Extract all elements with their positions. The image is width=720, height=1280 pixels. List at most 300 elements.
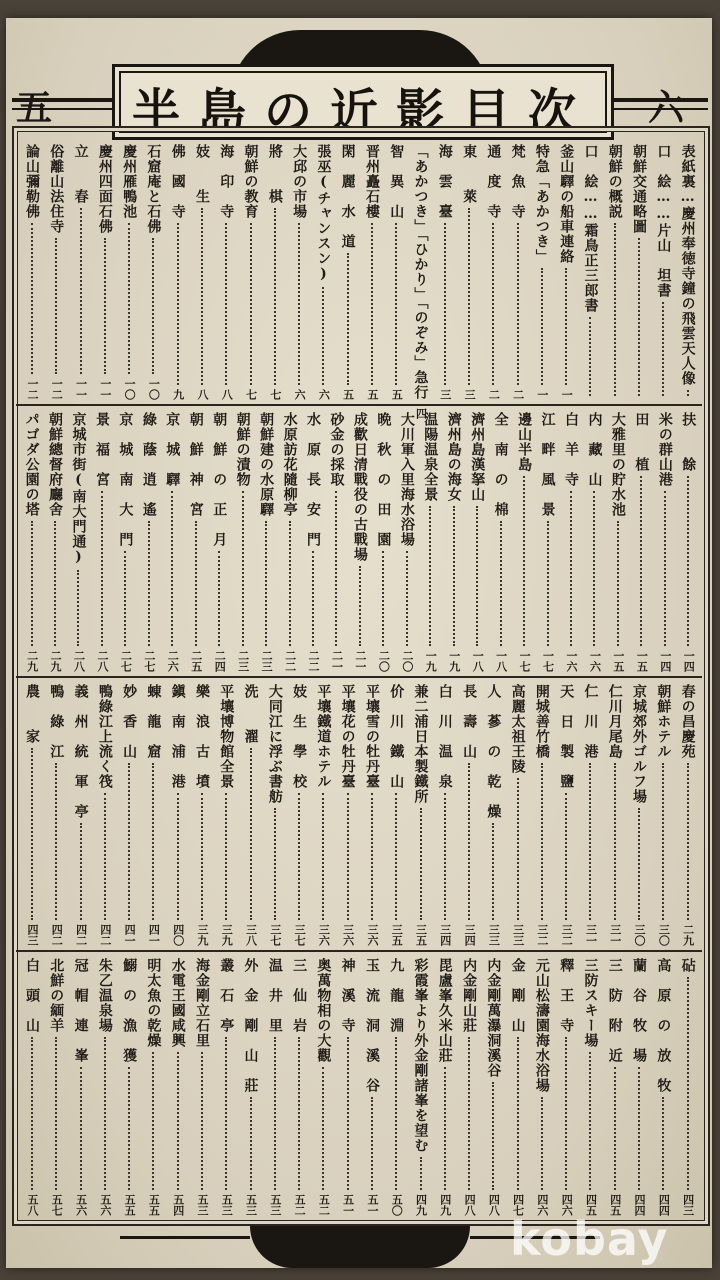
entry-page-number: 五 — [341, 389, 355, 400]
contents-entry — [457, 958, 481, 1216]
dot-leader — [55, 763, 57, 920]
dot-leader — [101, 491, 103, 646]
entry-title: 内金剛萬瀑洞溪谷 — [485, 958, 502, 1078]
entry-title: 綠 蔭 逍 遙 — [140, 412, 157, 517]
entry-title: 九 龍 淵 — [388, 958, 405, 1033]
dot-leader — [371, 793, 373, 920]
entry-title: 三 仙 岩 — [291, 958, 308, 1033]
entry-page-number: 八 — [220, 389, 234, 400]
entry-page-number: 四七 — [511, 1194, 525, 1216]
entry-page-number: 二七 — [142, 650, 156, 672]
dot-leader — [662, 302, 664, 396]
dot-leader — [218, 551, 220, 646]
entry-title: 高 原 の 放 牧 — [655, 958, 672, 1093]
contents-entry — [336, 958, 360, 1216]
dot-leader — [359, 566, 361, 646]
dot-leader — [476, 506, 478, 646]
entry-title: 玉 流 洞 溪 谷 — [363, 958, 380, 1093]
entry-title: 閑 麗 水 道 — [339, 144, 356, 249]
dot-leader — [77, 570, 79, 646]
entry-title: 口 絵……片山 坦書 — [655, 144, 672, 298]
dot-leader — [453, 506, 455, 646]
dot-leader — [152, 763, 154, 920]
dot-leader — [589, 763, 591, 920]
entry-page-number: 三九 — [220, 924, 234, 946]
entry-title: 元山松濤園海水浴場 — [533, 958, 550, 1093]
contents-entry — [67, 412, 90, 672]
entry-page-number: 四四 — [633, 1194, 647, 1216]
dot-leader — [420, 808, 422, 920]
entry-page-number: 五三 — [195, 1194, 209, 1216]
entry-title: 通 度 寺 — [485, 144, 502, 219]
entry-page-number: 三七 — [268, 924, 282, 946]
entry-title: 朝 鮮 神 宮 — [187, 412, 204, 517]
entry-title: 大邱の市場 — [291, 144, 308, 219]
contents-entry — [530, 958, 554, 1216]
entry-title: 邊山半島 — [516, 412, 533, 472]
contents-entry — [481, 144, 505, 400]
contents-entry — [263, 684, 287, 946]
dot-leader — [124, 551, 126, 646]
entry-page-number: 一六 — [588, 650, 602, 672]
entry-title: 佛 國 寺 — [169, 144, 186, 219]
entry-page-number: 二九 — [681, 924, 695, 946]
entry-title: 鎭 南 浦 港 — [169, 684, 186, 789]
entry-page-number: 五五 — [147, 1194, 161, 1216]
contents-entry — [214, 144, 238, 400]
contents-entry — [578, 958, 602, 1216]
contents-entry — [554, 144, 578, 400]
entry-title: 朝鮮の漬物 — [234, 412, 251, 487]
contents-entry — [457, 144, 481, 400]
entry-page-number: 一八 — [471, 650, 485, 672]
contents-entry — [190, 144, 214, 400]
entry-title: 晩 秋 の 田 園 — [375, 412, 392, 547]
entry-title: 内 藏 山 — [586, 412, 603, 487]
entry-page-number: 一〇 — [147, 378, 161, 400]
contents-entry — [117, 144, 141, 400]
entry-title: 仁 川 港 — [582, 684, 599, 759]
contents-entry — [630, 412, 653, 672]
entry-title: 彩霞峯より外金剛諸峯を望む — [412, 958, 429, 1153]
entry-page-number: 一五 — [635, 650, 649, 672]
dot-leader — [250, 748, 252, 920]
entry-page-number: 一二 — [50, 378, 64, 400]
entry-page-number: 二二 — [307, 650, 321, 672]
entry-title: 毘盧峯久米山莊 — [436, 958, 453, 1063]
dot-leader — [589, 1052, 591, 1190]
entry-page-number: 四九 — [414, 1194, 428, 1216]
contents-entry — [69, 958, 93, 1216]
entry-title: 朝鮮の概説 — [606, 144, 623, 219]
entry-page-number: 二〇 — [377, 650, 391, 672]
entry-page-number: 四六 — [560, 1194, 574, 1216]
entry-page-number: 四三 — [681, 1194, 695, 1216]
entry-title: 朝鮮建の水原驛 — [258, 412, 275, 517]
dot-leader — [201, 208, 203, 385]
entry-page-number: 一二 — [26, 378, 39, 400]
entry-page-number: 三二 — [535, 924, 549, 946]
dot-leader — [662, 1097, 664, 1190]
dot-leader — [31, 223, 33, 374]
dot-leader — [274, 1037, 276, 1190]
entry-title: 「あかつき」「ひかり」「のぞみ」急行 — [412, 144, 429, 400]
section-divider — [16, 950, 702, 952]
entry-page-number: 五四 — [171, 1194, 185, 1216]
entry-title: 扶 餘 — [680, 412, 697, 472]
entry-title: 立 春 — [72, 144, 89, 204]
entry-page-number: 三一 — [608, 924, 622, 946]
contents-entry — [360, 144, 384, 400]
dot-leader — [382, 551, 384, 646]
entry-page-number: 四三 — [26, 924, 39, 946]
contents-entry — [117, 684, 141, 946]
entry-page-number: 五三 — [244, 1194, 258, 1216]
dot-leader — [492, 1082, 494, 1190]
dot-leader — [614, 1067, 616, 1190]
entry-title: 大川軍入里海水浴場 — [398, 412, 415, 547]
entry-page-number: 三三 — [511, 924, 525, 946]
dot-leader — [298, 793, 300, 920]
dot-leader — [687, 390, 689, 396]
dot-leader — [517, 1037, 519, 1190]
contents-entry — [141, 958, 165, 1216]
contents-entry — [457, 684, 481, 946]
entry-page-number: 五二 — [317, 1194, 331, 1216]
contents-entry — [442, 412, 465, 672]
contents-entry — [325, 412, 348, 672]
entry-title: 大雅里の貯水池 — [609, 412, 626, 517]
entry-title: 砧 — [679, 958, 696, 973]
entry-page-number: 二 — [487, 389, 501, 400]
entry-title: 景 福 宮 — [93, 412, 110, 487]
contents-entry — [627, 958, 651, 1216]
entry-title: 海 雲 臺 — [436, 144, 453, 219]
entry-page-number: 二六 — [166, 650, 180, 672]
dot-leader — [128, 763, 130, 920]
contents-entry — [43, 412, 66, 672]
entry-title: 智 異 山 — [388, 144, 405, 219]
dot-leader — [54, 521, 56, 646]
entry-title: 釋 王 寺 — [558, 958, 575, 1033]
contents-entry — [384, 684, 408, 946]
entry-title: 水電王國咸興 — [169, 958, 186, 1048]
contents-entry — [603, 144, 627, 400]
entry-title: 妓 生 學 校 — [291, 684, 308, 789]
entry-page-number: 二〇 — [400, 650, 414, 672]
entry-title: 論山彌勒佛 — [24, 144, 40, 219]
dot-leader — [225, 1037, 227, 1190]
contents-entry — [90, 412, 113, 672]
dot-leader — [298, 223, 300, 385]
dot-leader — [687, 977, 689, 1190]
dot-leader — [541, 1097, 543, 1190]
dot-leader — [500, 521, 502, 646]
contents-entry — [606, 412, 629, 672]
contents-section-1 — [20, 144, 700, 419]
entry-page-number: 五一 — [341, 1194, 355, 1216]
entry-title: 全 南 の 棉 — [492, 412, 509, 517]
entry-page-number: 一九 — [424, 650, 438, 672]
contents-entry — [263, 958, 287, 1216]
contents-entry — [384, 958, 408, 1216]
dot-leader — [395, 223, 397, 385]
entry-page-number: 三六 — [365, 924, 379, 946]
entry-page-number: 四二 — [74, 924, 88, 946]
entry-page-number: 四二 — [50, 924, 64, 946]
entry-page-number: 四〇 — [171, 924, 185, 946]
entry-title: 水 原 長 安 門 — [305, 412, 322, 547]
entry-page-number: 三八 — [244, 924, 258, 946]
contents-entry — [481, 958, 505, 1216]
dot-leader — [347, 1037, 349, 1190]
dot-leader — [31, 521, 33, 646]
dot-leader — [638, 238, 640, 396]
dot-leader — [444, 223, 446, 385]
dot-leader — [570, 491, 572, 646]
contents-entry — [114, 412, 137, 672]
entry-title: 洗 濯 — [242, 684, 259, 744]
entry-title: 將 棋 — [266, 144, 283, 204]
entry-page-number: 四八 — [463, 1194, 477, 1216]
dot-leader — [371, 223, 373, 385]
entry-title: 京城郊外ゴルフ場 — [631, 684, 648, 804]
contents-entry — [506, 144, 530, 400]
dot-leader — [617, 521, 619, 646]
contents-entry — [69, 144, 93, 400]
entry-page-number: 一四 — [682, 650, 696, 672]
contents-entry — [20, 412, 43, 672]
entry-title: 朝鮮の教育 — [242, 144, 259, 219]
contents-entry — [506, 684, 530, 946]
entry-page-number: 一一 — [98, 378, 112, 400]
entry-page-number: 五二 — [293, 1194, 307, 1216]
dot-leader — [148, 521, 150, 646]
contents-entry — [676, 958, 700, 1216]
entry-title: 京城市街(南大門通) — [70, 412, 87, 566]
contents-entry — [190, 684, 214, 946]
entry-title: 砂金の採取 — [328, 412, 345, 487]
dot-leader — [429, 506, 431, 646]
contents-entry — [433, 958, 457, 1216]
dot-leader — [468, 763, 470, 920]
dot-leader — [195, 521, 197, 646]
footer-rule-left — [120, 1236, 250, 1239]
volume-mark-left: 五 — [16, 87, 53, 129]
dot-leader — [171, 491, 173, 646]
dot-leader — [80, 823, 82, 920]
entry-page-number: 三二 — [560, 924, 574, 946]
entry-title: 价 川 鐵 山 — [388, 684, 405, 789]
entry-page-number: 一七 — [518, 650, 532, 672]
entry-title: 朝 鮮 の 正 月 — [211, 412, 228, 547]
section-divider — [16, 676, 702, 678]
contents-entry — [336, 144, 360, 400]
entry-page-number: 二四 — [213, 650, 227, 672]
contents-section-4 — [20, 958, 700, 1216]
dot-leader — [128, 1067, 130, 1190]
contents-entry — [409, 958, 433, 1216]
entry-title: 表紙裏…慶州奉徳寺鐘の飛雲天人像 — [679, 144, 696, 386]
contents-entry — [676, 684, 700, 946]
contents-entry — [231, 412, 254, 672]
contents-entry — [93, 684, 117, 946]
entry-page-number: 一五 — [611, 650, 625, 672]
header — [0, 24, 720, 140]
watermark: kobay — [510, 1212, 669, 1266]
entry-title: 口 絵……霜鳥正三郎書 — [582, 144, 599, 313]
contents-entry — [44, 958, 68, 1216]
contents-entry — [166, 958, 190, 1216]
entry-title: 京 城 驛 — [164, 412, 181, 487]
contents-entry — [301, 412, 324, 672]
entry-page-number: 七 — [244, 389, 258, 400]
entry-title: 平壤花の牡丹臺 — [339, 684, 356, 789]
contents-entry — [214, 958, 238, 1216]
contents-entry — [69, 684, 93, 946]
dot-leader — [640, 476, 642, 646]
contents-entry — [263, 144, 287, 400]
entry-title: 樂 浪 古 墳 — [193, 684, 210, 789]
entry-page-number: 一 — [535, 389, 549, 400]
entry-title: 高麗太祖王陵 — [509, 684, 526, 774]
dot-leader — [565, 1037, 567, 1190]
entry-page-number: 三 — [438, 389, 452, 400]
entry-title: 米の群山港 — [656, 412, 673, 487]
entry-page-number: 七 — [268, 389, 282, 400]
contents-entry — [254, 412, 277, 672]
entry-page-number: 四五 — [608, 1194, 622, 1216]
entry-page-number: 五六 — [98, 1194, 112, 1216]
contents-entry — [512, 412, 535, 672]
contents-entry — [676, 144, 700, 400]
entry-page-number: 三六 — [341, 924, 355, 946]
entry-page-number: 一九 — [447, 650, 461, 672]
dot-leader — [444, 793, 446, 920]
contents-entry — [536, 412, 559, 672]
contents-entry — [578, 144, 602, 400]
contents-entry — [311, 684, 335, 946]
entry-page-number: 四九 — [438, 1194, 452, 1216]
dot-leader — [565, 793, 567, 920]
dot-leader — [565, 268, 567, 385]
contents-entry — [530, 144, 554, 400]
dot-leader — [638, 1067, 640, 1190]
dot-leader — [687, 763, 689, 920]
entry-title: 神 溪 寺 — [339, 958, 356, 1033]
entry-title: 冠 帽 連 峯 — [72, 958, 89, 1063]
entry-title: 金 剛 山 — [509, 958, 526, 1033]
contents-entry — [20, 684, 44, 946]
contents-section-3 — [20, 684, 700, 946]
contents-entry — [554, 958, 578, 1216]
contents-entry — [207, 412, 230, 672]
dot-leader — [420, 1157, 422, 1190]
entry-title: 釜山驛の船車連絡 — [558, 144, 575, 264]
entry-page-number: 一六 — [565, 650, 578, 672]
entry-page-number: 二一 — [330, 650, 344, 672]
contents-entry — [627, 684, 651, 946]
entry-title: 水原訪花隨柳亭 — [281, 412, 298, 517]
dot-leader — [80, 1067, 82, 1190]
entry-page-number: 三一 — [584, 924, 598, 946]
entry-title: 江 畔 風 景 — [539, 412, 556, 517]
contents-entry — [93, 144, 117, 400]
entry-page-number: 一一 — [74, 378, 88, 400]
dot-leader — [104, 238, 106, 374]
contents-entry — [530, 684, 554, 946]
dot-leader — [614, 763, 616, 920]
entry-page-number: 三 — [463, 389, 477, 400]
dot-leader — [335, 491, 337, 646]
dot-leader — [322, 287, 324, 385]
entry-title: 天 日 製 鹽 — [558, 684, 575, 789]
contents-entry — [677, 412, 700, 672]
contents-entry — [627, 144, 651, 400]
entry-title: 成歡日清戰役の古戰場 — [351, 412, 368, 562]
entry-title: 兼二浦日本製鐵所 — [412, 684, 429, 804]
entry-page-number: 八 — [195, 389, 209, 400]
dot-leader — [177, 1052, 179, 1190]
dot-leader — [80, 208, 82, 374]
entry-title: 人 蔘 の 乾 燥 — [485, 684, 502, 819]
contents-entry — [360, 684, 384, 946]
dot-leader — [177, 793, 179, 920]
entry-page-number: 一八 — [494, 650, 508, 672]
entry-page-number: 二九 — [25, 650, 39, 672]
contents-entry — [161, 412, 184, 672]
contents-entry — [287, 144, 311, 400]
contents-entry — [287, 958, 311, 1216]
dot-leader — [177, 223, 179, 385]
dot-leader — [289, 521, 291, 646]
entry-page-number: 五五 — [123, 1194, 137, 1216]
dot-leader — [468, 208, 470, 385]
contents-entry — [311, 144, 335, 400]
contents-section-2 — [20, 412, 700, 672]
entry-title: 外 金 剛 山 莊 — [242, 958, 259, 1093]
contents-entry — [336, 684, 360, 946]
entry-page-number: 一 — [560, 389, 574, 400]
entry-title: 白 羊 寺 — [563, 412, 579, 487]
entry-title: 大同江に浮ぶ書舫 — [266, 684, 283, 804]
dot-leader — [395, 793, 397, 920]
dot-leader — [274, 808, 276, 920]
dot-leader — [322, 1067, 324, 1190]
contents-entry — [433, 144, 457, 400]
contents-entry — [239, 144, 263, 400]
dot-leader — [250, 223, 252, 385]
contents-entry — [578, 684, 602, 946]
dot-leader — [250, 1097, 252, 1190]
entry-title: 鴨 綠 江 — [48, 684, 65, 759]
contents-entry — [360, 958, 384, 1216]
contents-entry — [489, 412, 512, 672]
entry-title: 鴨綠江上流く筏 — [96, 684, 113, 789]
dot-leader — [547, 521, 549, 646]
entry-title: 石窟庵と石佛 — [145, 144, 162, 234]
entry-page-number: 五三 — [268, 1194, 282, 1216]
contents-entry — [44, 144, 68, 400]
entry-page-number: 二一 — [353, 650, 367, 672]
contents-entry — [287, 684, 311, 946]
contents-entry — [20, 958, 44, 1216]
entry-page-number: 六 — [293, 389, 307, 400]
dot-leader — [638, 808, 640, 920]
dot-leader — [55, 238, 57, 374]
entry-title: 白 川 温 泉 — [436, 684, 453, 789]
dot-leader — [31, 748, 33, 920]
